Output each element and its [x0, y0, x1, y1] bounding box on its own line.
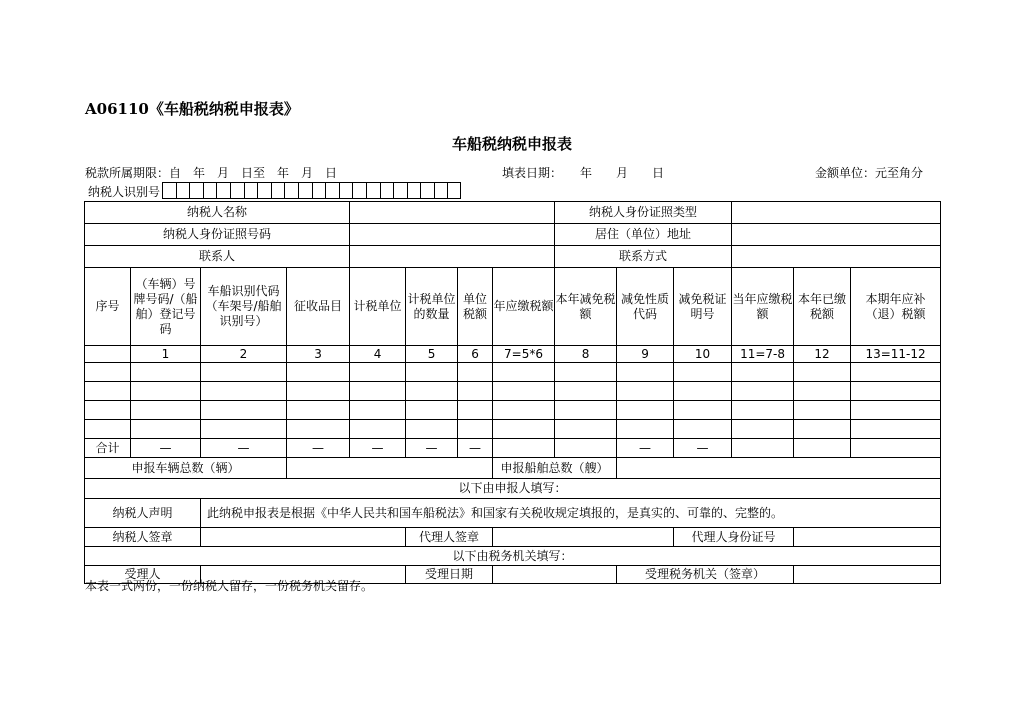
header-row [85, 268, 941, 346]
column-header: 计税单位的数量 [406, 268, 458, 346]
id-digit-box[interactable] [284, 182, 298, 199]
table-cell[interactable] [201, 401, 287, 420]
table-cell[interactable] [406, 401, 458, 420]
table-cell[interactable] [458, 420, 493, 439]
contact-method-field[interactable] [732, 246, 941, 268]
table-cell[interactable] [493, 363, 555, 382]
table-cell[interactable] [458, 363, 493, 382]
column-number: 11=7-8 [732, 346, 794, 363]
contact-person-field[interactable] [350, 246, 555, 268]
table-cell[interactable] [85, 420, 131, 439]
id-digit-box[interactable] [447, 182, 461, 199]
applicant-section-header: 以下由申报人填写： [85, 479, 941, 499]
column-header: 车船识别代码（车架号/船舶识别号） [201, 268, 287, 346]
info-row [85, 224, 941, 246]
column-header: 当年应缴税额 [732, 268, 794, 346]
column-header: （车辆）号牌号码/（船舶）登记号码 [131, 268, 201, 346]
table-cell[interactable] [674, 401, 732, 420]
agent-id-field[interactable] [794, 528, 941, 547]
id-digit-box[interactable] [203, 182, 217, 199]
column-header: 本期年应补（退）税额 [851, 268, 941, 346]
declaration-row [85, 499, 941, 528]
table-cell[interactable] [674, 363, 732, 382]
declaration-label: 纳税人声明 [85, 499, 201, 528]
column-number: 5 [406, 346, 458, 363]
table-cell[interactable] [201, 382, 287, 401]
taxpayer-id-boxes[interactable] [162, 182, 461, 200]
column-number: 13=11-12 [851, 346, 941, 363]
table-cell[interactable] [555, 382, 617, 401]
ship-total-label: 申报船舶总数（艘） [493, 458, 617, 479]
id-digit-box[interactable] [325, 182, 339, 199]
table-cell[interactable] [458, 401, 493, 420]
table-cell[interactable] [85, 401, 131, 420]
vehicle-total-label: 申报车辆总数（辆） [85, 458, 287, 479]
total-cell-11[interactable] [732, 439, 794, 458]
column-header: 本年减免税额 [555, 268, 617, 346]
table-cell[interactable] [493, 401, 555, 420]
table-cell[interactable] [85, 363, 131, 382]
id-digit-box[interactable] [162, 182, 176, 199]
table-cell[interactable] [794, 363, 851, 382]
id-digit-box[interactable] [434, 182, 448, 199]
contact-person-label: 联系人 [85, 246, 350, 268]
column-number: 3 [287, 346, 350, 363]
id-type-field[interactable] [732, 202, 941, 224]
form-title: 车船税纳税申报表 [451, 135, 572, 153]
contact-method-label: 联系方式 [555, 246, 732, 268]
ship-total-field[interactable] [617, 458, 941, 479]
table-cell[interactable] [851, 382, 941, 401]
table-cell[interactable] [555, 363, 617, 382]
table-cell[interactable] [201, 363, 287, 382]
table-cell[interactable] [287, 401, 350, 420]
data-row [85, 363, 941, 382]
id-digit-box[interactable] [216, 182, 230, 199]
declaration-text: 此纳税申报表是根据《中华人民共和国车船税法》和国家有关税收规定填报的，是真实的、可靠的、完整的。 [201, 499, 941, 528]
column-number: 1 [131, 346, 201, 363]
footnote: 本表一式两份，一份纳税人留存，一份税务机关留存。 [85, 579, 374, 593]
tax-office-section-header: 以下由税务机关填写： [85, 547, 941, 566]
total-cell-10: — [674, 439, 732, 458]
id-digit-box[interactable] [298, 182, 312, 199]
column-number [85, 346, 131, 363]
document-title: A06110《车船税纳税申报表》 [85, 100, 299, 118]
column-number: 12 [794, 346, 851, 363]
receive-office-field[interactable] [794, 566, 941, 584]
id-digit-box[interactable] [257, 182, 271, 199]
table-cell[interactable] [674, 382, 732, 401]
table-cell[interactable] [732, 382, 794, 401]
address-label: 居住（单位）地址 [555, 224, 732, 246]
taxpayer-name-label: 纳税人名称 [85, 202, 350, 224]
table-cell[interactable] [732, 420, 794, 439]
table-cell[interactable] [201, 420, 287, 439]
info-row [85, 202, 941, 224]
total-cell-1: — [131, 439, 201, 458]
address-field[interactable] [732, 224, 941, 246]
table-cell[interactable] [85, 382, 131, 401]
table-cell[interactable] [493, 420, 555, 439]
id-digit-box[interactable] [366, 182, 380, 199]
receive-date-label: 受理日期 [406, 566, 493, 584]
id-digit-box[interactable] [244, 182, 258, 199]
total-cell-6: — [458, 439, 493, 458]
total-label: 合计 [85, 439, 131, 458]
table-cell[interactable] [851, 401, 941, 420]
table-cell[interactable] [617, 363, 674, 382]
receive-office-label: 受理税务机关（签章） [617, 566, 794, 584]
total-cell-3: — [287, 439, 350, 458]
taxpayer-id-row [88, 182, 461, 200]
column-number: 6 [458, 346, 493, 363]
column-header: 减免性质代码 [617, 268, 674, 346]
total-row [85, 439, 941, 458]
id-digit-box[interactable] [339, 182, 353, 199]
column-number-row [85, 346, 941, 363]
column-number: 9 [617, 346, 674, 363]
taxpayer-signature-field[interactable] [201, 528, 406, 547]
table-cell[interactable] [350, 382, 406, 401]
taxpayer-signature-label: 纳税人签章 [85, 528, 201, 547]
id-digit-box[interactable] [352, 182, 366, 199]
table-cell[interactable] [131, 401, 201, 420]
table-cell[interactable] [406, 382, 458, 401]
id-type-label: 纳税人身份证照类型 [555, 202, 732, 224]
table-cell[interactable] [406, 363, 458, 382]
taxpayer-id-label: 纳税人识别号 [88, 184, 161, 199]
column-number: 4 [350, 346, 406, 363]
tax-period-label: 税款所属期限：自 年 月 日至 年 月 日 [85, 166, 338, 180]
table-cell[interactable] [794, 382, 851, 401]
table-cell[interactable] [851, 363, 941, 382]
total-cell-4: — [350, 439, 406, 458]
table-cell[interactable] [794, 420, 851, 439]
taxpayer-name-field[interactable] [350, 202, 555, 224]
column-header: 序号 [85, 268, 131, 346]
table-cell[interactable] [458, 382, 493, 401]
table-cell[interactable] [617, 382, 674, 401]
table-cell[interactable] [350, 363, 406, 382]
table-cell[interactable] [287, 382, 350, 401]
total-cell-12[interactable] [794, 439, 851, 458]
id-digit-box[interactable] [393, 182, 407, 199]
table-cell[interactable] [287, 363, 350, 382]
total-cell-9: — [617, 439, 674, 458]
receiver-label: 受理人 [85, 566, 201, 584]
totals-count-row [85, 458, 941, 479]
column-number: 10 [674, 346, 732, 363]
table-cell[interactable] [617, 420, 674, 439]
table-cell[interactable] [794, 401, 851, 420]
table-cell[interactable] [851, 420, 941, 439]
id-number-field[interactable] [350, 224, 555, 246]
id-digit-box[interactable] [230, 182, 244, 199]
table-cell[interactable] [350, 420, 406, 439]
id-digit-box[interactable] [420, 182, 434, 199]
amount-unit-label: 金额单位：元至角分 [815, 166, 924, 180]
column-number: 8 [555, 346, 617, 363]
vehicle-total-field[interactable] [287, 458, 493, 479]
table-cell[interactable] [674, 420, 732, 439]
total-cell-8[interactable] [555, 439, 617, 458]
signature-row [85, 528, 941, 547]
data-row [85, 401, 941, 420]
column-header: 征收品目 [287, 268, 350, 346]
total-cell-2: — [201, 439, 287, 458]
id-digit-box[interactable] [189, 182, 203, 199]
id-digit-box[interactable] [312, 182, 326, 199]
column-header: 单位税额 [458, 268, 493, 346]
column-header: 本年已缴税额 [794, 268, 851, 346]
total-cell-5: — [406, 439, 458, 458]
table-cell[interactable] [617, 401, 674, 420]
table-cell[interactable] [493, 382, 555, 401]
table-cell[interactable] [732, 363, 794, 382]
column-header: 年应缴税额 [493, 268, 555, 346]
total-cell-7[interactable] [493, 439, 555, 458]
total-cell-13[interactable] [851, 439, 941, 458]
table-cell[interactable] [131, 420, 201, 439]
table-cell[interactable] [350, 401, 406, 420]
column-header: 计税单位 [350, 268, 406, 346]
agent-signature-label: 代理人签章 [406, 528, 493, 547]
table-cell[interactable] [131, 363, 201, 382]
id-digit-box[interactable] [407, 182, 421, 199]
table-cell[interactable] [287, 420, 350, 439]
data-row [85, 420, 941, 439]
table-cell[interactable] [406, 420, 458, 439]
info-row [85, 246, 941, 268]
fill-date-label: 填表日期： 年 月 日 [502, 166, 665, 180]
tax-office-section-row [85, 547, 941, 566]
column-header: 减免税证明号 [674, 268, 732, 346]
vehicle-vessel-tax-table [84, 201, 941, 584]
id-number-label: 纳税人身份证照号码 [85, 224, 350, 246]
table-cell[interactable] [555, 420, 617, 439]
agent-id-label: 代理人身份证号 [674, 528, 794, 547]
id-digit-box[interactable] [176, 182, 190, 199]
data-row [85, 382, 941, 401]
table-cell[interactable] [555, 401, 617, 420]
column-number: 7=5*6 [493, 346, 555, 363]
id-digit-box[interactable] [380, 182, 394, 199]
table-cell[interactable] [732, 401, 794, 420]
column-number: 2 [201, 346, 287, 363]
table-cell[interactable] [131, 382, 201, 401]
applicant-section-row [85, 479, 941, 499]
receive-date-field[interactable] [493, 566, 617, 584]
agent-signature-field[interactable] [493, 528, 674, 547]
id-digit-box[interactable] [271, 182, 285, 199]
